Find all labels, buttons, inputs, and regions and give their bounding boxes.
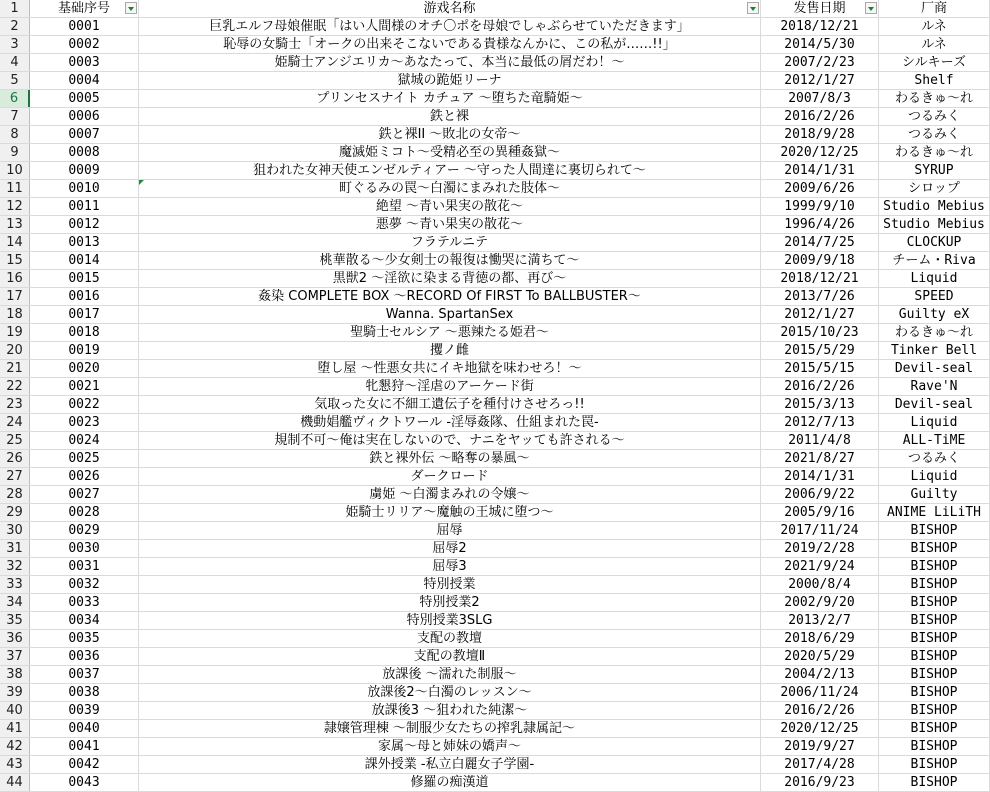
cell-id[interactable]: 0009 <box>30 162 139 179</box>
cell-name[interactable]: 放課後2～白濁のレッスン～ <box>139 684 761 701</box>
table-row <box>0 504 990 522</box>
cell-date[interactable]: 2021/8/27 <box>761 450 879 467</box>
table-row <box>0 414 990 432</box>
column-header-date[interactable] <box>761 0 879 17</box>
cell-maker[interactable]: ALL-TiME <box>879 432 990 449</box>
row-header[interactable]: 21 <box>0 360 30 377</box>
column-header-label: 发售日期 <box>793 1 846 16</box>
table-row <box>0 756 990 774</box>
cell-id[interactable]: 0019 <box>30 342 139 359</box>
cell-maker[interactable]: BISHOP <box>879 684 990 701</box>
filter-dropdown-icon[interactable] <box>865 2 877 14</box>
cell-date[interactable]: 2009/6/26 <box>761 180 879 197</box>
cell-name[interactable]: 姫騎士リリア～魔触の王城に堕つ～ <box>139 504 761 521</box>
cell-date[interactable]: 2005/9/16 <box>761 504 879 521</box>
cell-id[interactable]: 0032 <box>30 576 139 593</box>
cell-maker[interactable]: ANIME LiLiTH <box>879 504 990 521</box>
cell-maker[interactable]: BISHOP <box>879 576 990 593</box>
cell-maker[interactable]: Studio Mebius <box>879 216 990 233</box>
cell-name[interactable]: 屈辱2 <box>139 540 761 557</box>
cell-maker[interactable]: BISHOP <box>879 666 990 683</box>
cell-id[interactable]: 0004 <box>30 72 139 89</box>
cell-date[interactable]: 2002/9/20 <box>761 594 879 611</box>
cell-id[interactable]: 0037 <box>30 666 139 683</box>
row-header[interactable]: 10 <box>0 162 30 179</box>
cell-id[interactable]: 0018 <box>30 324 139 341</box>
column-header-label: 厂商 <box>920 1 947 16</box>
cell-date[interactable]: 2012/1/27 <box>761 306 879 323</box>
row-header[interactable]: 33 <box>0 576 30 593</box>
row-header[interactable]: 18 <box>0 306 30 323</box>
cell-date[interactable]: 2000/8/4 <box>761 576 879 593</box>
cell-note-marker-icon <box>139 180 144 185</box>
row-header[interactable]: 2 <box>0 18 30 35</box>
table-row <box>0 612 990 630</box>
table-row <box>0 90 990 108</box>
cell-name[interactable]: 恥辱の女騎士「オークの出来そこないである貴様なんかに、この私が……!!」 <box>139 36 761 53</box>
row-header[interactable]: 15 <box>0 252 30 269</box>
row-header[interactable]: 3 <box>0 36 30 53</box>
cell-date[interactable]: 2017/4/28 <box>761 756 879 773</box>
table-row <box>0 684 990 702</box>
table-row <box>0 288 990 306</box>
table-row <box>0 252 990 270</box>
table-row <box>0 360 990 378</box>
cell-date[interactable]: 2012/1/27 <box>761 72 879 89</box>
table-row <box>0 774 990 792</box>
cell-name[interactable]: 特別授業 <box>139 576 761 593</box>
cell-maker[interactable]: わるきゅ～れ <box>879 90 990 107</box>
row-header[interactable]: 42 <box>0 738 30 755</box>
cell-id[interactable]: 0011 <box>30 198 139 215</box>
row-header[interactable]: 44 <box>0 774 30 791</box>
cell-maker[interactable]: Guilty <box>879 486 990 503</box>
table-row <box>0 18 990 36</box>
table-row <box>0 630 990 648</box>
cell-id[interactable]: 0035 <box>30 630 139 647</box>
cell-name[interactable]: 桃華散る～少女剣士の報復は慟哭に満ちて～ <box>139 252 761 269</box>
row-header[interactable]: 31 <box>0 540 30 557</box>
cell-date[interactable]: 2020/5/29 <box>761 648 879 665</box>
cell-maker[interactable]: Tinker Bell <box>879 342 990 359</box>
row-header[interactable]: 34 <box>0 594 30 611</box>
cell-maker[interactable]: Studio Mebius <box>879 198 990 215</box>
cell-name[interactable]: 魔滅姫ミコト～受精必至の異種姦獄～ <box>139 144 761 161</box>
row-header[interactable]: 13 <box>0 216 30 233</box>
table-row <box>0 126 990 144</box>
filter-dropdown-icon[interactable] <box>747 2 759 14</box>
cell-id[interactable]: 0014 <box>30 252 139 269</box>
cell-date[interactable]: 2018/12/21 <box>761 270 879 287</box>
cell-name[interactable]: 牝懇狩～淫虐のアーケード街 <box>139 378 761 395</box>
row-header[interactable]: 39 <box>0 684 30 701</box>
cell-date[interactable]: 2013/7/26 <box>761 288 879 305</box>
cell-maker[interactable]: シルキーズ <box>879 54 990 71</box>
cell-date[interactable]: 2018/12/21 <box>761 18 879 35</box>
cell-name[interactable]: 屈辱 <box>139 522 761 539</box>
cell-name[interactable]: 規制不可～俺は実在しないので、ナニをヤッても許される～ <box>139 432 761 449</box>
table-row <box>0 540 990 558</box>
row-header[interactable]: 43 <box>0 756 30 773</box>
cell-name[interactable]: 姦染 COMPLETE BOX ～RECORD Of FIRST To BALLBUSTER～ <box>139 288 761 305</box>
cell-name[interactable]: 鉄と裸外伝 ～略奪の暴風～ <box>139 450 761 467</box>
row-header[interactable]: 38 <box>0 666 30 683</box>
table-row <box>0 594 990 612</box>
cell-name[interactable]: 絶望 ～青い果実の散花～ <box>139 198 761 215</box>
cell-id[interactable]: 0027 <box>30 486 139 503</box>
cell-name[interactable]: 黒獣2 ～淫欲に染まる背徳の都、再び～ <box>139 270 761 287</box>
cell-id[interactable]: 0012 <box>30 216 139 233</box>
cell-date[interactable]: 2013/2/7 <box>761 612 879 629</box>
cell-date[interactable]: 2006/9/22 <box>761 486 879 503</box>
cell-date[interactable]: 2016/9/23 <box>761 774 879 791</box>
cell-maker[interactable]: シロップ <box>879 180 990 197</box>
cell-maker[interactable]: BISHOP <box>879 738 990 755</box>
cell-maker[interactable]: BISHOP <box>879 702 990 719</box>
cell-name[interactable]: 放課後3 ～狙われた純潔～ <box>139 702 761 719</box>
column-header-id[interactable] <box>30 0 139 17</box>
table-row <box>0 72 990 90</box>
table-row <box>0 558 990 576</box>
table-row <box>0 324 990 342</box>
row-header[interactable]: 5 <box>0 72 30 89</box>
cell-id[interactable]: 0023 <box>30 414 139 431</box>
row-header[interactable]: 6 <box>0 90 30 107</box>
cell-name[interactable]: 姫騎士アンジエリカ～あなたって、本当に最低の屑だわ！～ <box>139 54 761 71</box>
table-row <box>0 666 990 684</box>
cell-id[interactable]: 0036 <box>30 648 139 665</box>
cell-date[interactable]: 2009/9/18 <box>761 252 879 269</box>
cell-name[interactable]: 虜姫 ～白濁まみれの令嬢～ <box>139 486 761 503</box>
cell-maker[interactable]: BISHOP <box>879 756 990 773</box>
cell-maker[interactable]: わるきゅ～れ <box>879 144 990 161</box>
cell-date[interactable]: 2007/2/23 <box>761 54 879 71</box>
table-row <box>0 396 990 414</box>
cell-name[interactable]: Wanna. SpartanSex <box>139 306 761 323</box>
cell-id[interactable]: 0042 <box>30 756 139 773</box>
cell-id[interactable]: 0039 <box>30 702 139 719</box>
cell-id[interactable]: 0001 <box>30 18 139 35</box>
cell-date[interactable]: 2017/11/24 <box>761 522 879 539</box>
cell-name[interactable]: 気取った女に不細工遺伝子を種付けさせろっ!! <box>139 396 761 413</box>
cell-id[interactable]: 0038 <box>30 684 139 701</box>
cell-date[interactable]: 2004/2/13 <box>761 666 879 683</box>
table-row <box>0 450 990 468</box>
cell-name[interactable]: 支配の教壇Ⅱ <box>139 648 761 665</box>
cell-date[interactable]: 2020/12/25 <box>761 720 879 737</box>
table-row <box>0 720 990 738</box>
cell-date[interactable]: 2015/5/29 <box>761 342 879 359</box>
row-header[interactable]: 25 <box>0 432 30 449</box>
cell-date[interactable]: 2021/9/24 <box>761 558 879 575</box>
row-header[interactable]: 29 <box>0 504 30 521</box>
row-header[interactable]: 26 <box>0 450 30 467</box>
filter-dropdown-icon[interactable] <box>125 2 137 14</box>
cell-name[interactable]: 狙われた女神天使エンゼルティアー ～守った人間達に裏切られて～ <box>139 162 761 179</box>
table-row <box>0 522 990 540</box>
table-row <box>0 270 990 288</box>
cell-maker[interactable]: つるみく <box>879 108 990 125</box>
cell-date[interactable]: 2014/7/25 <box>761 234 879 251</box>
cell-maker[interactable]: Liquid <box>879 414 990 431</box>
cell-id[interactable]: 0016 <box>30 288 139 305</box>
cell-name[interactable]: 放課後 ～濡れた制服～ <box>139 666 761 683</box>
table-row <box>0 306 990 324</box>
cell-id[interactable]: 0041 <box>30 738 139 755</box>
column-header-label: 游戏名称 <box>423 1 476 16</box>
table-row <box>0 648 990 666</box>
cell-id[interactable]: 0029 <box>30 522 139 539</box>
cell-maker[interactable]: ルネ <box>879 18 990 35</box>
cell-id[interactable]: 0024 <box>30 432 139 449</box>
cell-maker[interactable]: BISHOP <box>879 612 990 629</box>
row-header[interactable]: 17 <box>0 288 30 305</box>
cell-name[interactable]: 支配の教壇 <box>139 630 761 647</box>
cell-date[interactable]: 1999/9/10 <box>761 198 879 215</box>
cell-name[interactable]: 機動娼艦ヴィクトワール -淫辱姦隊、仕組まれた罠- <box>139 414 761 431</box>
row-header[interactable]: 40 <box>0 702 30 719</box>
cell-date[interactable]: 2019/9/27 <box>761 738 879 755</box>
column-header-name[interactable] <box>139 0 761 17</box>
cell-maker[interactable]: BISHOP <box>879 522 990 539</box>
cell-date[interactable]: 2014/5/30 <box>761 36 879 53</box>
table-row <box>0 108 990 126</box>
row-header[interactable]: 20 <box>0 342 30 359</box>
cell-date[interactable]: 2015/5/15 <box>761 360 879 377</box>
cell-date[interactable]: 2020/12/25 <box>761 144 879 161</box>
cell-name[interactable]: 鉄と裸II ～敗北の女帝～ <box>139 126 761 143</box>
cell-maker[interactable]: BISHOP <box>879 720 990 737</box>
cell-date[interactable]: 2016/2/26 <box>761 378 879 395</box>
row-header[interactable]: 8 <box>0 126 30 143</box>
cell-date[interactable]: 2016/2/26 <box>761 108 879 125</box>
cell-maker[interactable]: BISHOP <box>879 558 990 575</box>
cell-id[interactable]: 0040 <box>30 720 139 737</box>
cell-maker[interactable]: Rave'N <box>879 378 990 395</box>
header-row <box>0 0 990 18</box>
cell-id[interactable]: 0017 <box>30 306 139 323</box>
cell-maker[interactable]: Liquid <box>879 468 990 485</box>
cell-date[interactable]: 2006/11/24 <box>761 684 879 701</box>
cell-date[interactable]: 2015/10/23 <box>761 324 879 341</box>
cell-id[interactable]: 0013 <box>30 234 139 251</box>
cell-maker[interactable]: Devil-seal <box>879 360 990 377</box>
cell-name[interactable]: フラテルニテ <box>139 234 761 251</box>
cell-maker[interactable]: SYRUP <box>879 162 990 179</box>
cell-name[interactable]: 特別授業2 <box>139 594 761 611</box>
cell-maker[interactable]: わるきゅ～れ <box>879 324 990 341</box>
cell-name[interactable]: 聖騎士セルシア ～悪辣たる姫君～ <box>139 324 761 341</box>
cell-id[interactable]: 0025 <box>30 450 139 467</box>
cell-id[interactable]: 0007 <box>30 126 139 143</box>
cell-maker[interactable]: BISHOP <box>879 540 990 557</box>
cell-date[interactable]: 2012/7/13 <box>761 414 879 431</box>
table-row <box>0 576 990 594</box>
cell-id[interactable]: 0043 <box>30 774 139 791</box>
cell-id[interactable]: 0030 <box>30 540 139 557</box>
cell-name[interactable]: 獄城の跪姫リーナ <box>139 72 761 89</box>
table-row <box>0 180 990 198</box>
row-header[interactable]: 12 <box>0 198 30 215</box>
cell-maker[interactable]: BISHOP <box>879 774 990 791</box>
cell-name[interactable]: 課外授業 -私立白麗女子学園- <box>139 756 761 773</box>
cell-name[interactable]: 修羅の痴漢道 <box>139 774 761 791</box>
cell-maker[interactable]: Guilty eX <box>879 306 990 323</box>
cell-id[interactable]: 0008 <box>30 144 139 161</box>
column-header-label: 基础序号 <box>57 1 110 16</box>
row-header[interactable]: 27 <box>0 468 30 485</box>
row-header[interactable]: 4 <box>0 54 30 71</box>
row-header[interactable]: 30 <box>0 522 30 539</box>
table-row <box>0 738 990 756</box>
cell-maker[interactable]: チーム・Riva <box>879 252 990 269</box>
cell-name[interactable]: 悪夢 ～青い果実の散花～ <box>139 216 761 233</box>
row-header[interactable]: 16 <box>0 270 30 287</box>
table-row <box>0 378 990 396</box>
cell-id[interactable]: 0022 <box>30 396 139 413</box>
cell-maker[interactable]: CLOCKUP <box>879 234 990 251</box>
cell-date[interactable]: 2007/8/3 <box>761 90 879 107</box>
table-row <box>0 198 990 216</box>
table-row <box>0 486 990 504</box>
table-row <box>0 342 990 360</box>
row-header[interactable]: 35 <box>0 612 30 629</box>
cell-id[interactable]: 0033 <box>30 594 139 611</box>
cell-maker[interactable]: BISHOP <box>879 594 990 611</box>
row-header[interactable]: 1 <box>0 0 30 17</box>
cell-id[interactable]: 0034 <box>30 612 139 629</box>
row-header[interactable]: 32 <box>0 558 30 575</box>
cell-name[interactable]: 巨乳エルフ母娘催眠「はい人間様のオチ〇ポを母娘でしゃぶらせていただきます」 <box>139 18 761 35</box>
cell-date[interactable]: 2016/2/26 <box>761 702 879 719</box>
cell-id[interactable]: 0026 <box>30 468 139 485</box>
cell-date[interactable]: 2014/1/31 <box>761 468 879 485</box>
cell-name[interactable]: 町ぐるみの罠～白濁にまみれた肢体～ <box>139 180 761 197</box>
cell-id[interactable]: 0020 <box>30 360 139 377</box>
row-header[interactable]: 14 <box>0 234 30 251</box>
row-header[interactable]: 37 <box>0 648 30 665</box>
cell-maker[interactable]: BISHOP <box>879 648 990 665</box>
cell-id[interactable]: 0002 <box>30 36 139 53</box>
row-header[interactable]: 36 <box>0 630 30 647</box>
cell-date[interactable]: 2018/6/29 <box>761 630 879 647</box>
column-header-maker[interactable] <box>879 0 990 17</box>
cell-id[interactable]: 0010 <box>30 180 139 197</box>
cell-name[interactable]: 鉄と裸 <box>139 108 761 125</box>
cell-maker[interactable]: つるみく <box>879 126 990 143</box>
row-header[interactable]: 41 <box>0 720 30 737</box>
cell-id[interactable]: 0028 <box>30 504 139 521</box>
cell-id[interactable]: 0021 <box>30 378 139 395</box>
cell-maker[interactable]: つるみく <box>879 450 990 467</box>
row-header[interactable]: 19 <box>0 324 30 341</box>
row-header[interactable]: 24 <box>0 414 30 431</box>
cell-name[interactable]: 特別授業3SLG <box>139 612 761 629</box>
cell-id[interactable]: 0005 <box>30 90 139 107</box>
cell-date[interactable]: 1996/4/26 <box>761 216 879 233</box>
table-row <box>0 162 990 180</box>
table-row <box>0 468 990 486</box>
row-header[interactable]: 11 <box>0 180 30 197</box>
cell-name[interactable]: 隷嬢管理棟 ～制服少女たちの搾乳隷属記～ <box>139 720 761 737</box>
cell-maker[interactable]: ルネ <box>879 36 990 53</box>
table-row <box>0 702 990 720</box>
table-body <box>0 18 990 792</box>
cell-id[interactable]: 0006 <box>30 108 139 125</box>
row-header[interactable]: 22 <box>0 378 30 395</box>
table-row <box>0 54 990 72</box>
cell-name[interactable]: ダークロード <box>139 468 761 485</box>
cell-id[interactable]: 0031 <box>30 558 139 575</box>
cell-id[interactable]: 0015 <box>30 270 139 287</box>
table-row <box>0 216 990 234</box>
row-header[interactable]: 9 <box>0 144 30 161</box>
table-row <box>0 432 990 450</box>
row-header[interactable]: 23 <box>0 396 30 413</box>
cell-date[interactable]: 2015/3/13 <box>761 396 879 413</box>
cell-id[interactable]: 0003 <box>30 54 139 71</box>
cell-maker[interactable]: SPEED <box>879 288 990 305</box>
cell-maker[interactable]: Liquid <box>879 270 990 287</box>
cell-maker[interactable]: Devil-seal <box>879 396 990 413</box>
cell-date[interactable]: 2019/2/28 <box>761 540 879 557</box>
cell-name[interactable]: 攫ノ雌 <box>139 342 761 359</box>
table-row <box>0 36 990 54</box>
row-header[interactable]: 28 <box>0 486 30 503</box>
cell-name[interactable]: プリンセスナイト カチュア ～堕ちた竜騎姫～ <box>139 90 761 107</box>
cell-maker[interactable]: Shelf <box>879 72 990 89</box>
cell-date[interactable]: 2018/9/28 <box>761 126 879 143</box>
row-header[interactable]: 7 <box>0 108 30 125</box>
cell-date[interactable]: 2011/4/8 <box>761 432 879 449</box>
cell-name[interactable]: 屈辱3 <box>139 558 761 575</box>
cell-maker[interactable]: BISHOP <box>879 630 990 647</box>
cell-name[interactable]: 家属～母と姉妹の嬌声～ <box>139 738 761 755</box>
table-row <box>0 234 990 252</box>
cell-name[interactable]: 堕し屋 ～性悪女共にイキ地獄を味わせろ！～ <box>139 360 761 377</box>
cell-date[interactable]: 2014/1/31 <box>761 162 879 179</box>
table-row <box>0 144 990 162</box>
